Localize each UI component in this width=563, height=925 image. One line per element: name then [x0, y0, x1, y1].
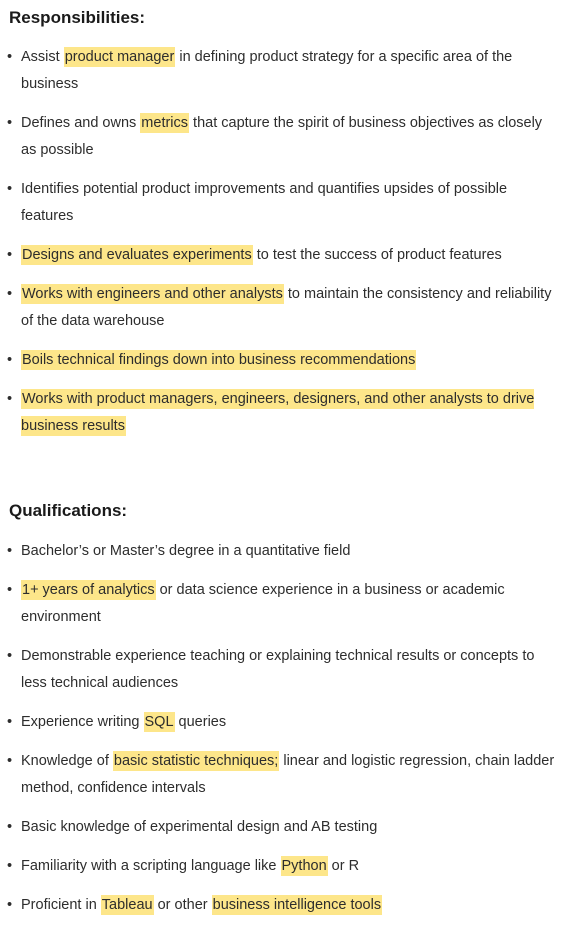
bullet-icon: •: [7, 49, 13, 65]
highlighted-text: product manager: [64, 49, 175, 65]
highlighted-text: Python: [281, 858, 327, 874]
list-item-text: [21, 892, 557, 919]
bullet-icon: •: [7, 582, 13, 598]
bullet-icon: •: [7, 352, 13, 368]
text-segment: or data science experience in a business or academic environment: [21, 582, 505, 625]
highlighted-text: Tableau: [101, 897, 153, 913]
highlighted-text: Boils technical findings down into business recommendations: [22, 352, 416, 368]
bullet-icon: •: [7, 181, 13, 197]
list-item-text: [21, 577, 557, 631]
bullet-icon: •: [7, 819, 13, 835]
text-segment: or other: [153, 897, 212, 913]
list-item-text: [21, 643, 557, 697]
list-item-text: [21, 176, 557, 230]
text-segment: Proficient in: [21, 897, 101, 913]
bullet-icon: •: [7, 648, 13, 664]
highlighted-text: Works with product managers, engineers, designers, and other analysts to drive business results: [21, 391, 535, 434]
bullet-icon: •: [7, 391, 13, 407]
highlighted-text: Works with engineers and other analysts: [22, 286, 283, 302]
text-segment: Bachelor’s or Master’s degree in a quantitative field: [21, 543, 351, 559]
highlighted-text: business intelligence tools: [212, 897, 382, 913]
highlighted-text: SQL: [144, 714, 174, 730]
list-item-text: [21, 242, 557, 269]
list-item-text: [21, 110, 557, 164]
text-segment: queries: [174, 714, 227, 730]
list-item-text: [21, 281, 557, 335]
highlighted-text: basic statistic techniques;: [113, 753, 279, 769]
bullet-icon: •: [7, 286, 13, 302]
list-item-text: [21, 44, 557, 98]
text-segment: that capture the spirit of business objectives as closely as possible: [21, 115, 543, 158]
bullet-icon: •: [7, 714, 13, 730]
text-segment: Experience writing: [21, 714, 144, 730]
text-segment: Familiarity with a scripting language like: [21, 858, 281, 874]
text-segment: Assist: [21, 49, 64, 65]
bullet-icon: •: [7, 543, 13, 559]
bullet-icon: •: [7, 247, 13, 263]
highlighted-text: Designs and evaluates experiments: [22, 247, 252, 263]
list-item-text: [21, 538, 557, 565]
text-segment: to test the success of product features: [252, 247, 502, 263]
list-item-text: [21, 748, 557, 802]
bullet-icon: •: [7, 753, 13, 769]
text-segment: Defines and owns: [21, 115, 141, 131]
highlighted-text: 1+ years of analytics: [22, 582, 155, 598]
bullet-icon: •: [7, 858, 13, 874]
text-segment: Knowledge of: [21, 753, 113, 769]
text-segment: to maintain the consistency and reliability of the data warehouse: [21, 286, 552, 329]
list-item-text: [21, 814, 557, 841]
list-item-text: [21, 347, 557, 374]
bullet-icon: •: [7, 115, 13, 131]
list-item-text: [21, 853, 557, 880]
highlighted-text: metrics: [141, 115, 189, 131]
text-segment: Identifies potential product improvements and quantifies upsides of possible features: [21, 181, 508, 224]
list-item-text: [21, 709, 557, 736]
qualifications-heading: Qualifications:: [9, 501, 128, 520]
text-segment: linear and logistic regression, chain ladder method, confidence intervals: [21, 753, 555, 796]
text-segment: in defining product strategy for a specific area of the business: [21, 49, 513, 92]
list-item-text: [21, 386, 557, 440]
responsibilities-heading: Responsibilities:: [9, 8, 146, 27]
bullet-icon: •: [7, 897, 13, 913]
text-segment: Demonstrable experience teaching or explaining technical results or concepts to less technical audiences: [21, 648, 535, 691]
text-segment: or R: [327, 858, 360, 874]
text-segment: Basic knowledge of experimental design and AB testing: [21, 819, 378, 835]
